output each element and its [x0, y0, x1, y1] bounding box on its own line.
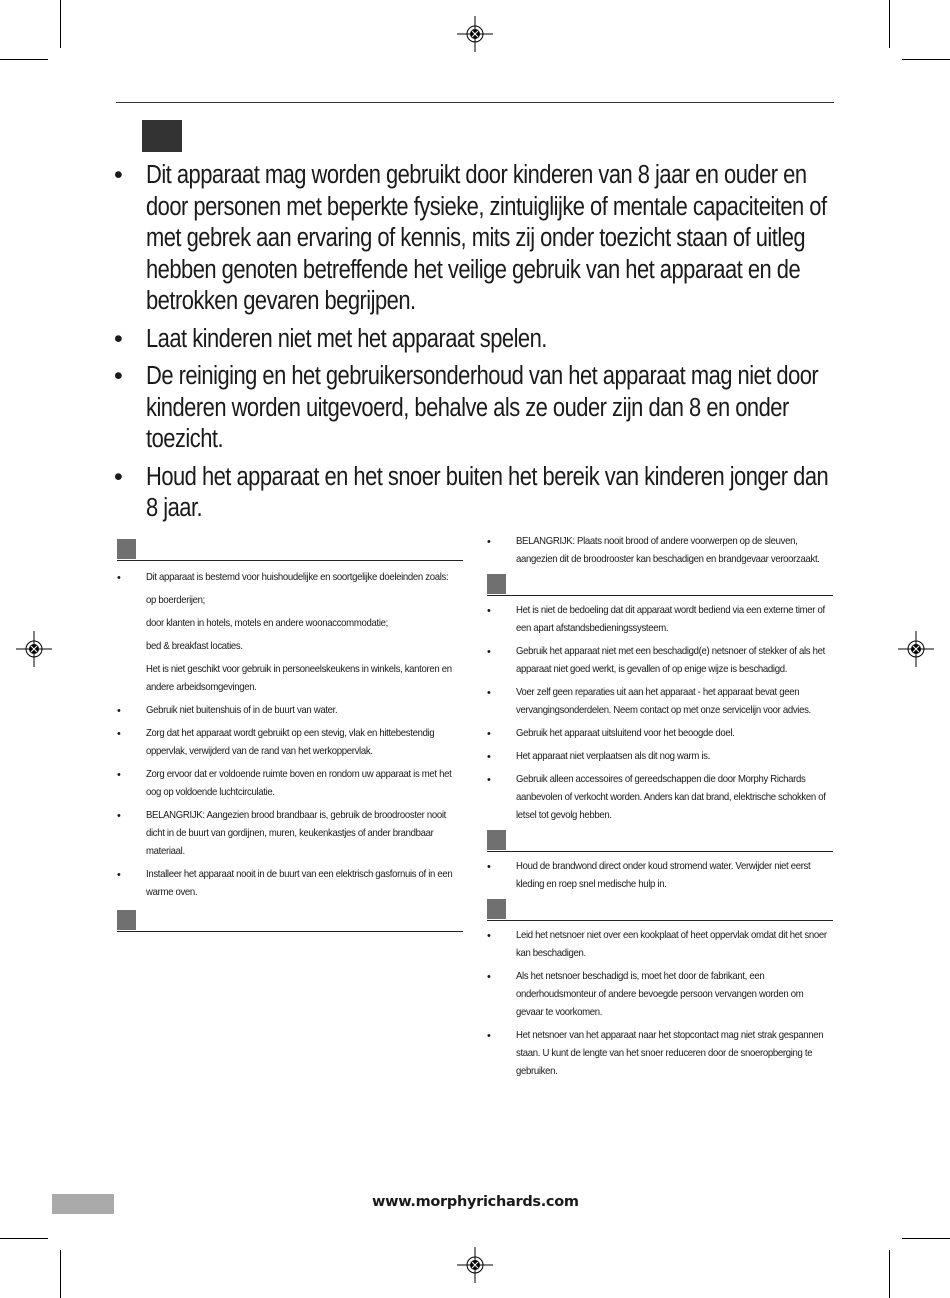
section-rule [117, 931, 463, 933]
list-item-text: Dit apparaat mag worden gebruikt door kinderen van 8 jaar en ouder en door personen met beperkte fysieke, zintuiglijke of mentale capaciteiten of met gebrek aan ervaring of kennis, mits zij onder toezicht staan of uitleg hebben genoten betreffende het veilige gebruik van het apparaat en de betrokken gevaren begrijpen. [146, 161, 827, 315]
child-safety-list [114, 160, 844, 531]
list-item-text: Laat kinderen niet met het apparaat spelen. [146, 324, 547, 353]
list-item-text: Het is niet geschikt voor gebruik in personeelskeukens in winkels, kantoren en andere arbeidsomgevingen. [146, 664, 452, 693]
list-item-text: bed & breakfast locaties. [146, 641, 243, 652]
power-cord-list [487, 927, 833, 1081]
crop-mark [902, 59, 950, 60]
list-item-text: Het apparaat niet verplaatsen als dit nog warm is. [516, 751, 710, 762]
right-column [487, 533, 833, 1086]
list-item-text: Als het netsnoer beschadigd is, moet het door de fabrikant, een onderhoudsmonteur of andere bevoegde persoon vervangen worden om gevaar te voorkomen. [516, 971, 804, 1018]
list-item-text: BELANGRIJK: Plaats nooit brood of andere voorwerpen op de sleuven, aangezien dit de broodrooster kan beschadigen en brandgevaar veroorzaakt. [516, 536, 820, 565]
list-item-text: Houd de brandwond direct onder koud stromend water. Verwijder niet eerst kleding en roep snel medische hulp in. [516, 861, 811, 890]
list-item-text: De reiniging en het gebruikersonderhoud van het apparaat mag niet door kinderen worden uitgevoerd, behalve als ze ouder zijn dan 8 en onder toezicht. [146, 362, 819, 453]
list-item [117, 592, 463, 610]
list-item-text: Het netsnoer van het apparaat naar het stopcontact mag niet strak gespannen staan. U kunt de lengte van het snoer reduceren door de snoeropberging te gebruiken. [516, 1030, 824, 1077]
list-item [114, 324, 844, 356]
list-item [487, 858, 833, 894]
list-item-text: Leid het netsnoer niet over een kookplaat of heet oppervlak omdat dit het snoer kan beschadigen. [516, 930, 827, 959]
list-item-text: Dit apparaat is bestemd voor huishoudelijke en soortgelijke doeleinden zoals: [146, 572, 449, 583]
section-rule [487, 851, 833, 853]
list-item [487, 968, 833, 1022]
registration-mark-icon [457, 16, 493, 52]
list-item [487, 1027, 833, 1081]
section-header [117, 910, 463, 932]
section-rule [487, 595, 833, 597]
list-item [114, 462, 844, 525]
usage-list [117, 569, 463, 902]
list-item [117, 638, 463, 656]
section-marker [487, 899, 506, 919]
list-item-text: op boerderijen; [146, 595, 206, 606]
list-item-text: BELANGRIJK: Aangezien brood brandbaar is, gebruik de broodrooster nooit dicht in de buurt van gordijnen, muren, keukenkastjes of ander brandbaar materiaal. [146, 810, 447, 857]
list-item [487, 684, 833, 720]
crop-mark [889, 0, 890, 48]
list-item [487, 748, 833, 766]
section-header [487, 899, 833, 921]
list-item-text: Installeer het apparaat nooit in de buurt van een elektrisch gasfornuis of in een warme oven. [146, 869, 453, 898]
list-item-text: Zorg dat het apparaat wordt gebruikt op een stevig, vlak en hittebestendig oppervlak, verwijderd van de rand van het werkoppervlak. [146, 728, 435, 757]
list-item-text: door klanten in hotels, motels en andere woonaccommodatie; [146, 618, 388, 629]
appliance-use-list [487, 602, 833, 825]
list-item-text: Zorg ervoor dat er voldoende ruimte boven en rondom uw apparaat is met het oog op voldoende luchtcirculatie. [146, 769, 452, 798]
list-item-text: Gebruik niet buitenshuis of in de buurt van water. [146, 705, 338, 716]
crop-mark [0, 59, 48, 60]
important-list [487, 533, 833, 569]
list-item [117, 807, 463, 861]
section-header [487, 574, 833, 596]
list-item [117, 766, 463, 802]
registration-mark-icon [16, 631, 52, 667]
crop-mark [902, 1238, 950, 1239]
registration-mark-icon [457, 1247, 493, 1283]
list-item [487, 927, 833, 963]
section-rule [487, 920, 833, 922]
crop-mark [60, 1250, 61, 1298]
crop-mark [0, 1238, 48, 1239]
list-item [487, 533, 833, 569]
crop-mark [60, 0, 61, 48]
list-item [487, 771, 833, 825]
list-item [114, 160, 844, 318]
list-item-text: Houd het apparaat en het snoer buiten het bereik van kinderen jonger dan 8 jaar. [146, 462, 829, 522]
list-item [117, 569, 463, 587]
list-item [117, 661, 463, 697]
section-marker [117, 539, 136, 559]
section-marker [117, 910, 136, 930]
list-item-text: Het is niet de bedoeling dat dit apparaat wordt bediend via een externe timer of een apart afstandsbedieningssysteem. [516, 605, 825, 634]
burns-list [487, 858, 833, 894]
list-item [117, 866, 463, 902]
section-header [117, 539, 463, 561]
section-marker [142, 120, 182, 152]
list-item [117, 725, 463, 761]
section-rule [117, 560, 463, 562]
list-item [114, 361, 844, 456]
section-header [487, 830, 833, 852]
left-column [117, 539, 463, 932]
list-item-text: Gebruik het apparaat niet met een beschadigd(e) netsnoer of stekker of als het apparaat niet goed werkt, is gevallen of op enige wijze is beschadigd. [516, 646, 825, 675]
list-item [487, 725, 833, 743]
section-marker [487, 830, 506, 850]
list-item-text: Gebruik alleen accessoires of gereedschappen die door Morphy Richards aanbevolen of verkocht worden. Anders kan dat brand, elektrische schokken of letsel tot gevolg hebben. [516, 774, 826, 821]
list-item-text: Gebruik het apparaat uitsluitend voor het beoogde doel. [516, 728, 735, 739]
registration-mark-icon [898, 631, 934, 667]
header-rule [116, 102, 834, 103]
footer-url: www.morphyrichards.com [372, 1194, 579, 1210]
section-marker [487, 574, 506, 594]
list-item [117, 615, 463, 633]
list-item-text: Voer zelf geen reparaties uit aan het apparaat - het apparaat bevat geen vervangingsonderdelen. Neem contact op met onze servicelijn voor advies. [516, 687, 811, 716]
list-item [117, 702, 463, 720]
list-item [487, 602, 833, 638]
page-number-bar [52, 1194, 114, 1214]
list-item [487, 643, 833, 679]
crop-mark [889, 1250, 890, 1298]
